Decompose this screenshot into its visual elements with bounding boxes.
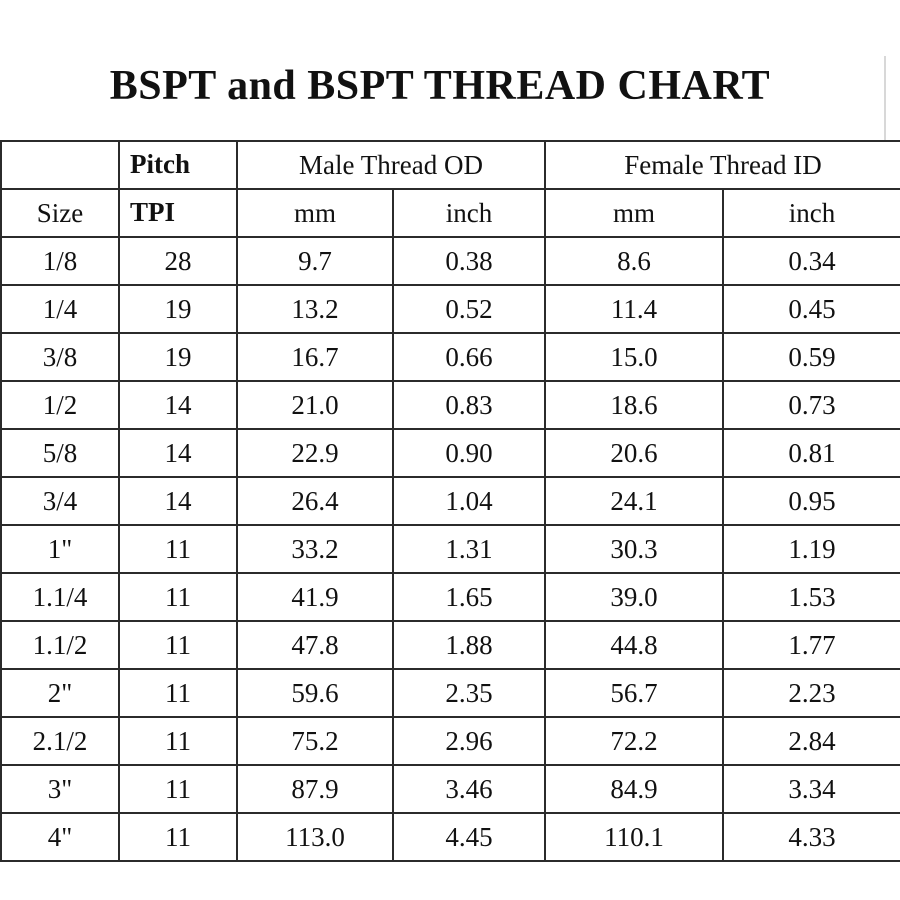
cell-female-mm: 56.7 <box>545 669 723 717</box>
cell-female-mm: 39.0 <box>545 573 723 621</box>
header-male-thread-od: Male Thread OD <box>237 141 545 189</box>
header-male-mm: mm <box>237 189 393 237</box>
cell-female-inch: 1.53 <box>723 573 900 621</box>
cell-female-mm: 15.0 <box>545 333 723 381</box>
cell-tpi: 14 <box>119 477 237 525</box>
cell-female-inch: 0.95 <box>723 477 900 525</box>
cell-female-mm: 11.4 <box>545 285 723 333</box>
cell-male-inch: 0.38 <box>393 237 545 285</box>
cell-male-mm: 21.0 <box>237 381 393 429</box>
cell-male-mm: 41.9 <box>237 573 393 621</box>
cell-female-inch: 1.19 <box>723 525 900 573</box>
cell-female-inch: 0.73 <box>723 381 900 429</box>
cell-female-mm: 44.8 <box>545 621 723 669</box>
cell-male-inch: 2.96 <box>393 717 545 765</box>
cell-female-inch: 3.34 <box>723 765 900 813</box>
table-row <box>1 621 900 669</box>
table-head <box>1 141 900 237</box>
cell-female-inch: 4.33 <box>723 813 900 861</box>
table-row <box>1 333 900 381</box>
cell-tpi: 14 <box>119 429 237 477</box>
cell-female-mm: 110.1 <box>545 813 723 861</box>
cell-male-mm: 22.9 <box>237 429 393 477</box>
cell-male-inch: 4.45 <box>393 813 545 861</box>
cell-female-mm: 20.6 <box>545 429 723 477</box>
table-row <box>1 765 900 813</box>
header-female-thread-id: Female Thread ID <box>545 141 900 189</box>
thread-chart-table <box>0 140 900 862</box>
cell-female-inch: 0.34 <box>723 237 900 285</box>
cell-female-inch: 2.84 <box>723 717 900 765</box>
cell-size: 3" <box>1 765 119 813</box>
cell-size: 1" <box>1 525 119 573</box>
cell-male-mm: 16.7 <box>237 333 393 381</box>
cell-size: 3/4 <box>1 477 119 525</box>
cell-tpi: 11 <box>119 765 237 813</box>
cell-size: 4" <box>1 813 119 861</box>
cell-tpi: 11 <box>119 525 237 573</box>
cell-male-mm: 47.8 <box>237 621 393 669</box>
cell-male-inch: 1.04 <box>393 477 545 525</box>
header-corner-blank <box>1 141 119 189</box>
cell-tpi: 14 <box>119 381 237 429</box>
cell-size: 1.1/2 <box>1 621 119 669</box>
table-row <box>1 285 900 333</box>
cell-size: 5/8 <box>1 429 119 477</box>
cell-male-mm: 26.4 <box>237 477 393 525</box>
cell-female-mm: 72.2 <box>545 717 723 765</box>
cell-female-mm: 24.1 <box>545 477 723 525</box>
cell-tpi: 19 <box>119 285 237 333</box>
table-row <box>1 381 900 429</box>
cell-female-inch: 0.45 <box>723 285 900 333</box>
cell-male-mm: 113.0 <box>237 813 393 861</box>
table-row <box>1 573 900 621</box>
cell-tpi: 11 <box>119 573 237 621</box>
table-row <box>1 525 900 573</box>
cell-tpi: 19 <box>119 333 237 381</box>
title-band <box>0 0 900 140</box>
table-row <box>1 237 900 285</box>
table-row <box>1 429 900 477</box>
cell-female-mm: 18.6 <box>545 381 723 429</box>
cell-male-inch: 1.88 <box>393 621 545 669</box>
table-row <box>1 813 900 861</box>
header-tpi-label: TPI <box>130 197 176 228</box>
table-row <box>1 669 900 717</box>
cell-male-mm: 87.9 <box>237 765 393 813</box>
header-size: Size <box>1 189 119 237</box>
header-female-mm: mm <box>545 189 723 237</box>
table-sub-header-row <box>1 189 900 237</box>
cell-size: 1/2 <box>1 381 119 429</box>
header-pitch-tpi <box>119 141 237 189</box>
cell-male-inch: 0.90 <box>393 429 545 477</box>
table-group-header-row <box>1 141 900 189</box>
cell-size: 1/4 <box>1 285 119 333</box>
cell-size: 2.1/2 <box>1 717 119 765</box>
cell-female-mm: 84.9 <box>545 765 723 813</box>
cell-male-inch: 0.66 <box>393 333 545 381</box>
header-female-inch: inch <box>723 189 900 237</box>
cell-male-mm: 9.7 <box>237 237 393 285</box>
header-male-inch: inch <box>393 189 545 237</box>
cell-male-mm: 13.2 <box>237 285 393 333</box>
table-row <box>1 717 900 765</box>
cell-male-inch: 1.65 <box>393 573 545 621</box>
cell-male-inch: 2.35 <box>393 669 545 717</box>
cell-male-inch: 3.46 <box>393 765 545 813</box>
table-body <box>1 237 900 861</box>
thread-chart-table-wrapper <box>0 140 900 862</box>
cell-size: 2" <box>1 669 119 717</box>
cell-tpi: 28 <box>119 237 237 285</box>
cell-size: 1/8 <box>1 237 119 285</box>
title-divider-rule <box>884 56 886 142</box>
page-title: BSPT and BSPT THREAD CHART <box>109 63 771 109</box>
cell-female-mm: 30.3 <box>545 525 723 573</box>
cell-female-mm: 8.6 <box>545 237 723 285</box>
cell-male-mm: 59.6 <box>237 669 393 717</box>
table-row <box>1 477 900 525</box>
header-tpi <box>119 189 237 237</box>
cell-tpi: 11 <box>119 717 237 765</box>
cell-male-mm: 33.2 <box>237 525 393 573</box>
cell-female-inch: 2.23 <box>723 669 900 717</box>
cell-male-mm: 75.2 <box>237 717 393 765</box>
cell-tpi: 11 <box>119 669 237 717</box>
cell-size: 1.1/4 <box>1 573 119 621</box>
cell-male-inch: 0.52 <box>393 285 545 333</box>
cell-tpi: 11 <box>119 621 237 669</box>
cell-female-inch: 1.77 <box>723 621 900 669</box>
cell-female-inch: 0.81 <box>723 429 900 477</box>
cell-female-inch: 0.59 <box>723 333 900 381</box>
cell-male-inch: 1.31 <box>393 525 545 573</box>
cell-male-inch: 0.83 <box>393 381 545 429</box>
cell-tpi: 11 <box>119 813 237 861</box>
header-pitch-label: Pitch <box>130 149 190 180</box>
cell-size: 3/8 <box>1 333 119 381</box>
